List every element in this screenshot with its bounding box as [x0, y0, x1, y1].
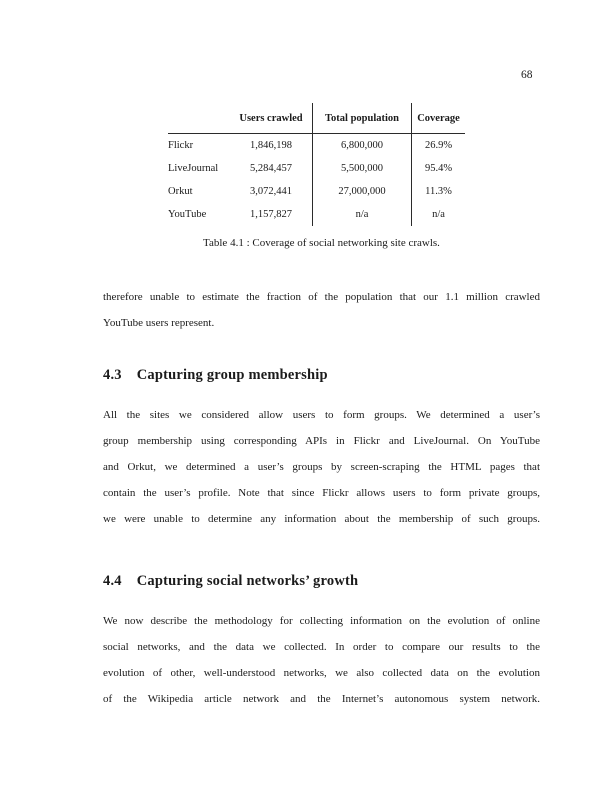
paragraph-line: social networks, and the data we collected. In order to compare our results to the: [103, 641, 540, 653]
paragraph-intro: [103, 284, 540, 336]
cell-total-population: 6,800,000: [313, 134, 412, 158]
paragraph-line: contain the user’s profile. Note that since Flickr allows users to form private groups,: [103, 487, 540, 499]
cell-site: Flickr: [168, 140, 194, 151]
section-title-4-4: Capturing social networks’ growth: [136, 573, 359, 589]
table-caption: Table 4.1 : Coverage of social networking site crawls.: [203, 237, 440, 249]
paragraph-line: group membership using corresponding APIs in Flickr and LiveJournal. On YouTube: [103, 435, 540, 447]
table-row: [168, 134, 465, 158]
cell-total-population: 27,000,000: [313, 180, 412, 203]
cell-users-crawled: 5,284,457: [250, 163, 292, 174]
page-content: [103, 0, 540, 712]
table-row: [168, 203, 465, 226]
column-header-total-population: Total population: [313, 103, 412, 134]
cell-site: LiveJournal: [168, 163, 219, 174]
cell-total-population: n/a: [313, 203, 412, 226]
section-number-4-4: 4.4: [103, 573, 122, 589]
table-header: [168, 103, 465, 134]
paragraph-line: We now describe the methodology for collecting information on the evolution of online: [103, 615, 540, 627]
paragraph-line: and Orkut, we determined a user’s groups by screen-scraping the HTML pages that: [103, 461, 540, 473]
table-row: [168, 180, 465, 203]
cell-site: YouTube: [168, 209, 207, 220]
cell-coverage: 95.4%: [412, 157, 466, 180]
cell-site: Orkut: [168, 186, 193, 197]
coverage-table: [168, 103, 465, 226]
table-row: [168, 157, 465, 180]
paragraph-line: All the sites we considered allow users to form groups. We determined a user’s: [103, 409, 540, 421]
cell-users-crawled: 1,846,198: [250, 140, 292, 151]
section-heading-4-3: [103, 366, 540, 385]
paragraph-4-4: [103, 608, 540, 712]
cell-total-population: 5,500,000: [313, 157, 412, 180]
cell-coverage: 26.9%: [412, 134, 466, 158]
paragraph-line: evolution of other, well-understood networks, we also collected data on the evolution: [103, 667, 540, 679]
paragraph-line: we were unable to determine any information about the membership of such groups.: [103, 513, 540, 525]
paragraph-line: therefore unable to estimate the fraction of the population that our 1.1 million crawled: [103, 291, 540, 303]
paragraph-line: YouTube users represent.: [103, 317, 215, 329]
cell-users-crawled: 1,157,827: [250, 209, 292, 220]
column-header-site: [168, 103, 230, 134]
section-number-4-3: 4.3: [103, 367, 122, 383]
page-number: 68: [521, 69, 533, 81]
table-header-row: [168, 103, 465, 134]
cell-users-crawled: 3,072,441: [250, 186, 292, 197]
column-header-users-crawled: Users crawled: [230, 103, 313, 134]
table-body: [168, 134, 465, 227]
section-title-4-3: Capturing group membership: [136, 367, 328, 383]
paragraph-4-3: [103, 402, 540, 532]
cell-coverage: n/a: [412, 203, 466, 226]
paragraph-line: of the Wikipedia article network and the Internet’s autonomous system network.: [103, 693, 540, 705]
section-heading-4-4: [103, 572, 540, 591]
cell-coverage: 11.3%: [412, 180, 466, 203]
column-header-coverage: Coverage: [412, 103, 466, 134]
